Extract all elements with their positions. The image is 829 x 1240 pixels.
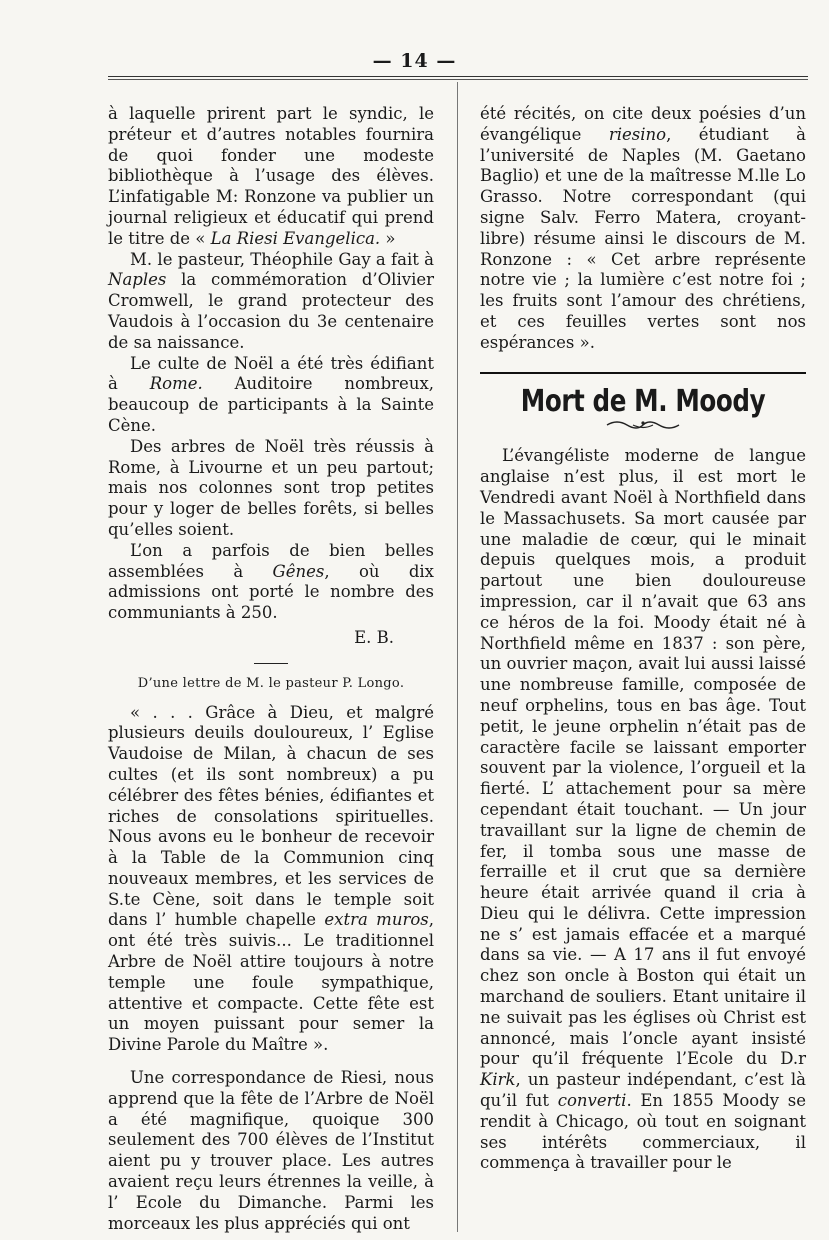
paragraph-cromwell: M. le pasteur, Théophile Gay a fait à Naples la commémoration d’Olivier Cromwell, le grand protecteur des Vaudois à l’occasion du 3e centenaire de sa naissance. <box>108 249 434 352</box>
left-column <box>108 104 434 1234</box>
letter-heading: D’une lettre de M. le pasteur P. Longo. <box>137 675 405 691</box>
paragraph-genes: L’on a parfois de bien belles assemblées à Gênes, où dix admissions ont porté le nombre des communiants à 250. <box>108 540 434 623</box>
paragraph-riesi: Une correspondance de Riesi, nous apprend que la fête de l’Arbre de Noël a été magnifique, quoique 300 seulement des 700 élèves de l’Institut aient pu y trouver place. Les autres avaient reçu leurs étrennes la veille, à l’ Ecole du Dimanche. Parmi les morceaux les plus appréciés qui ont <box>108 1068 434 1233</box>
column-divider <box>457 82 458 1232</box>
section-rule <box>480 372 806 374</box>
signature: E. B. <box>354 627 394 647</box>
ornament-icon <box>603 418 683 432</box>
paragraph-library: à laquelle prirent part le syndic, le préteur et d’autres notables fournira de quoi fonder une modeste bibliothèque à l’usage des élèves. L’infatigable M: Ronzone va publier un journal religieux et éducatif qui prend le titre de « La Riesi Evangelica. » <box>108 104 434 248</box>
right-column <box>480 104 806 1174</box>
section-separator <box>254 663 288 664</box>
paragraph-noel-rome: Le culte de Noël a été très édifiant à Rome. Auditoire nombreux, beaucoup de participants à la Sainte Cène. <box>108 353 434 435</box>
paragraph-moody: L’évangéliste moderne de langue anglaise n’est plus, il est mort le Vendredi avant Noël à Northfield dans le Massachusets. Sa mort causée par une maladie de cœur, qui le minait depuis quelques mois, a produit partout une bien douloureuse impression, car il n’avait que 63 ans ce héros de la foi. Moody était né à Northfield même en 1837 : son père, un ouvrier maçon, avait lui aussi laissé une nombreuse famille, composée de neuf orphelins, tous en bas âge. Tout petit, le jeune orphelin n’était pas de caractère facile se laissant emporter souvent par la violence, l’orgueil et la fierté. L’ attachement pour sa mère cependant était touchant. — Un jour travaillant sur la ligne de chemin de fer, il tomba sous une masse de ferraille et il crut que sa dernière heure était arrivée quand il cria à Dieu qui le délivra. Cette impression ne s’ est jamais effacée et a marqué dans sa vie. — A 17 ans il fut envoyé chez son oncle à Boston qui était un marchand de souliers. Etant unitaire il ne suivait pas les églises où Christ est annoncé, mais l’oncle ayant insisté pour qu’il fréquente l’Ecole du D.r Kirk, un pasteur indépendant, c’est là qu’il fut converti. En 1855 Moody se rendit à Chicago, où tout en soignant ses intérêts commerciaux, il commença à travailler pour le <box>480 446 807 1173</box>
section-title: Mort de M. Moody <box>520 383 766 419</box>
paragraph-longo-letter: « . . . Grâce à Dieu, et malgré plusieurs deuils douloureux, l’ Eglise Vaudoise de Milan, à chacun de ses cultes (et ils sont nombreux) a pu célébrer des fêtes bénies, édifiantes et riches de consolations spirituelles. Nous avons eu le bonheur de recevoir à la Table de la Communion cinq nouveaux membres, et les services de S.te Cène, soit dans le temple soit dans l’ humble chapelle extra muros, ont été très suivis... Le traditionnel Arbre de Noël attire toujours à notre temple une foule sympathique, attentive et compacte. Cette fête est un moyen puissant pour semer la Divine Parole du Maître ». <box>108 702 434 1055</box>
header-rule <box>108 76 808 80</box>
paragraph-christmas-trees: Des arbres de Noël très réussis à Rome, à Livourne et un peu partout; mais nos colonnes sont trop petites pour y loger de belles forêts, si belles qu’elles soient. <box>108 436 434 539</box>
page-number: — 14 — <box>372 50 457 72</box>
paragraph-riesi-continued: été récités, on cite deux poésies d’un évangélique riesino, étudiant à l’université de Naples (M. Gaetano Baglio) et une de la maîtresse M.lle Lo Grasso. Notre correspondant (qui signe Salv. Ferro Matera, croyant-libre) résume ainsi le discours de M. Ronzone : « Cet arbre représente notre vie ; la lumière c’est notre foi ; les fruits sont l’amour des chrétiens, et ces feuilles vertes sont nos espérances ». <box>480 104 806 352</box>
